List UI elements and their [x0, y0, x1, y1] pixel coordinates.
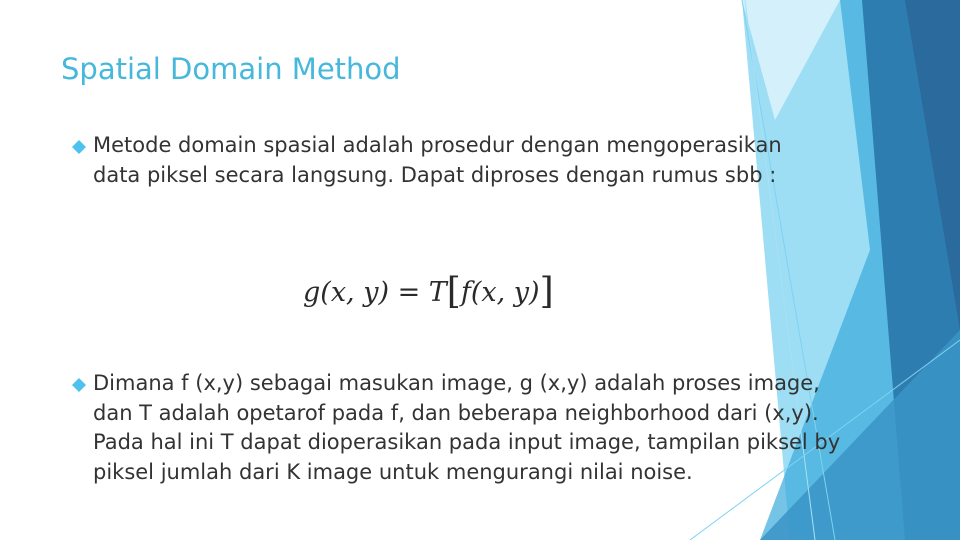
formula-lhs: g(x, y) = T	[303, 276, 447, 308]
diamond-bullet-icon	[72, 140, 86, 154]
bullet-text-1: Metode domain spasial adalah prosedur dengan mengoperasikan data piksel secara langsung. Dapat diproses dengan rumus sbb :	[93, 133, 782, 187]
bullet-text-2: Dimana f (x,y) sebagai masukan image, g (x,y) adalah proses image, dan T adalah opetarof pada f, dan beberapa neighborhood dari (x,y). Pada hal ini T dapat dioperasikan pada input image, tampilan piksel by piksel jumlah dari K image untuk mengurangi nilai noise.	[93, 371, 841, 484]
diamond-bullet-icon	[72, 378, 86, 392]
formula-inner: f(x, y)	[460, 276, 540, 308]
formula	[303, 270, 623, 314]
slide-title: Spatial Domain Method	[61, 52, 401, 86]
formula-open-bracket: [	[446, 271, 461, 312]
formula-close-bracket: ]	[539, 271, 554, 312]
